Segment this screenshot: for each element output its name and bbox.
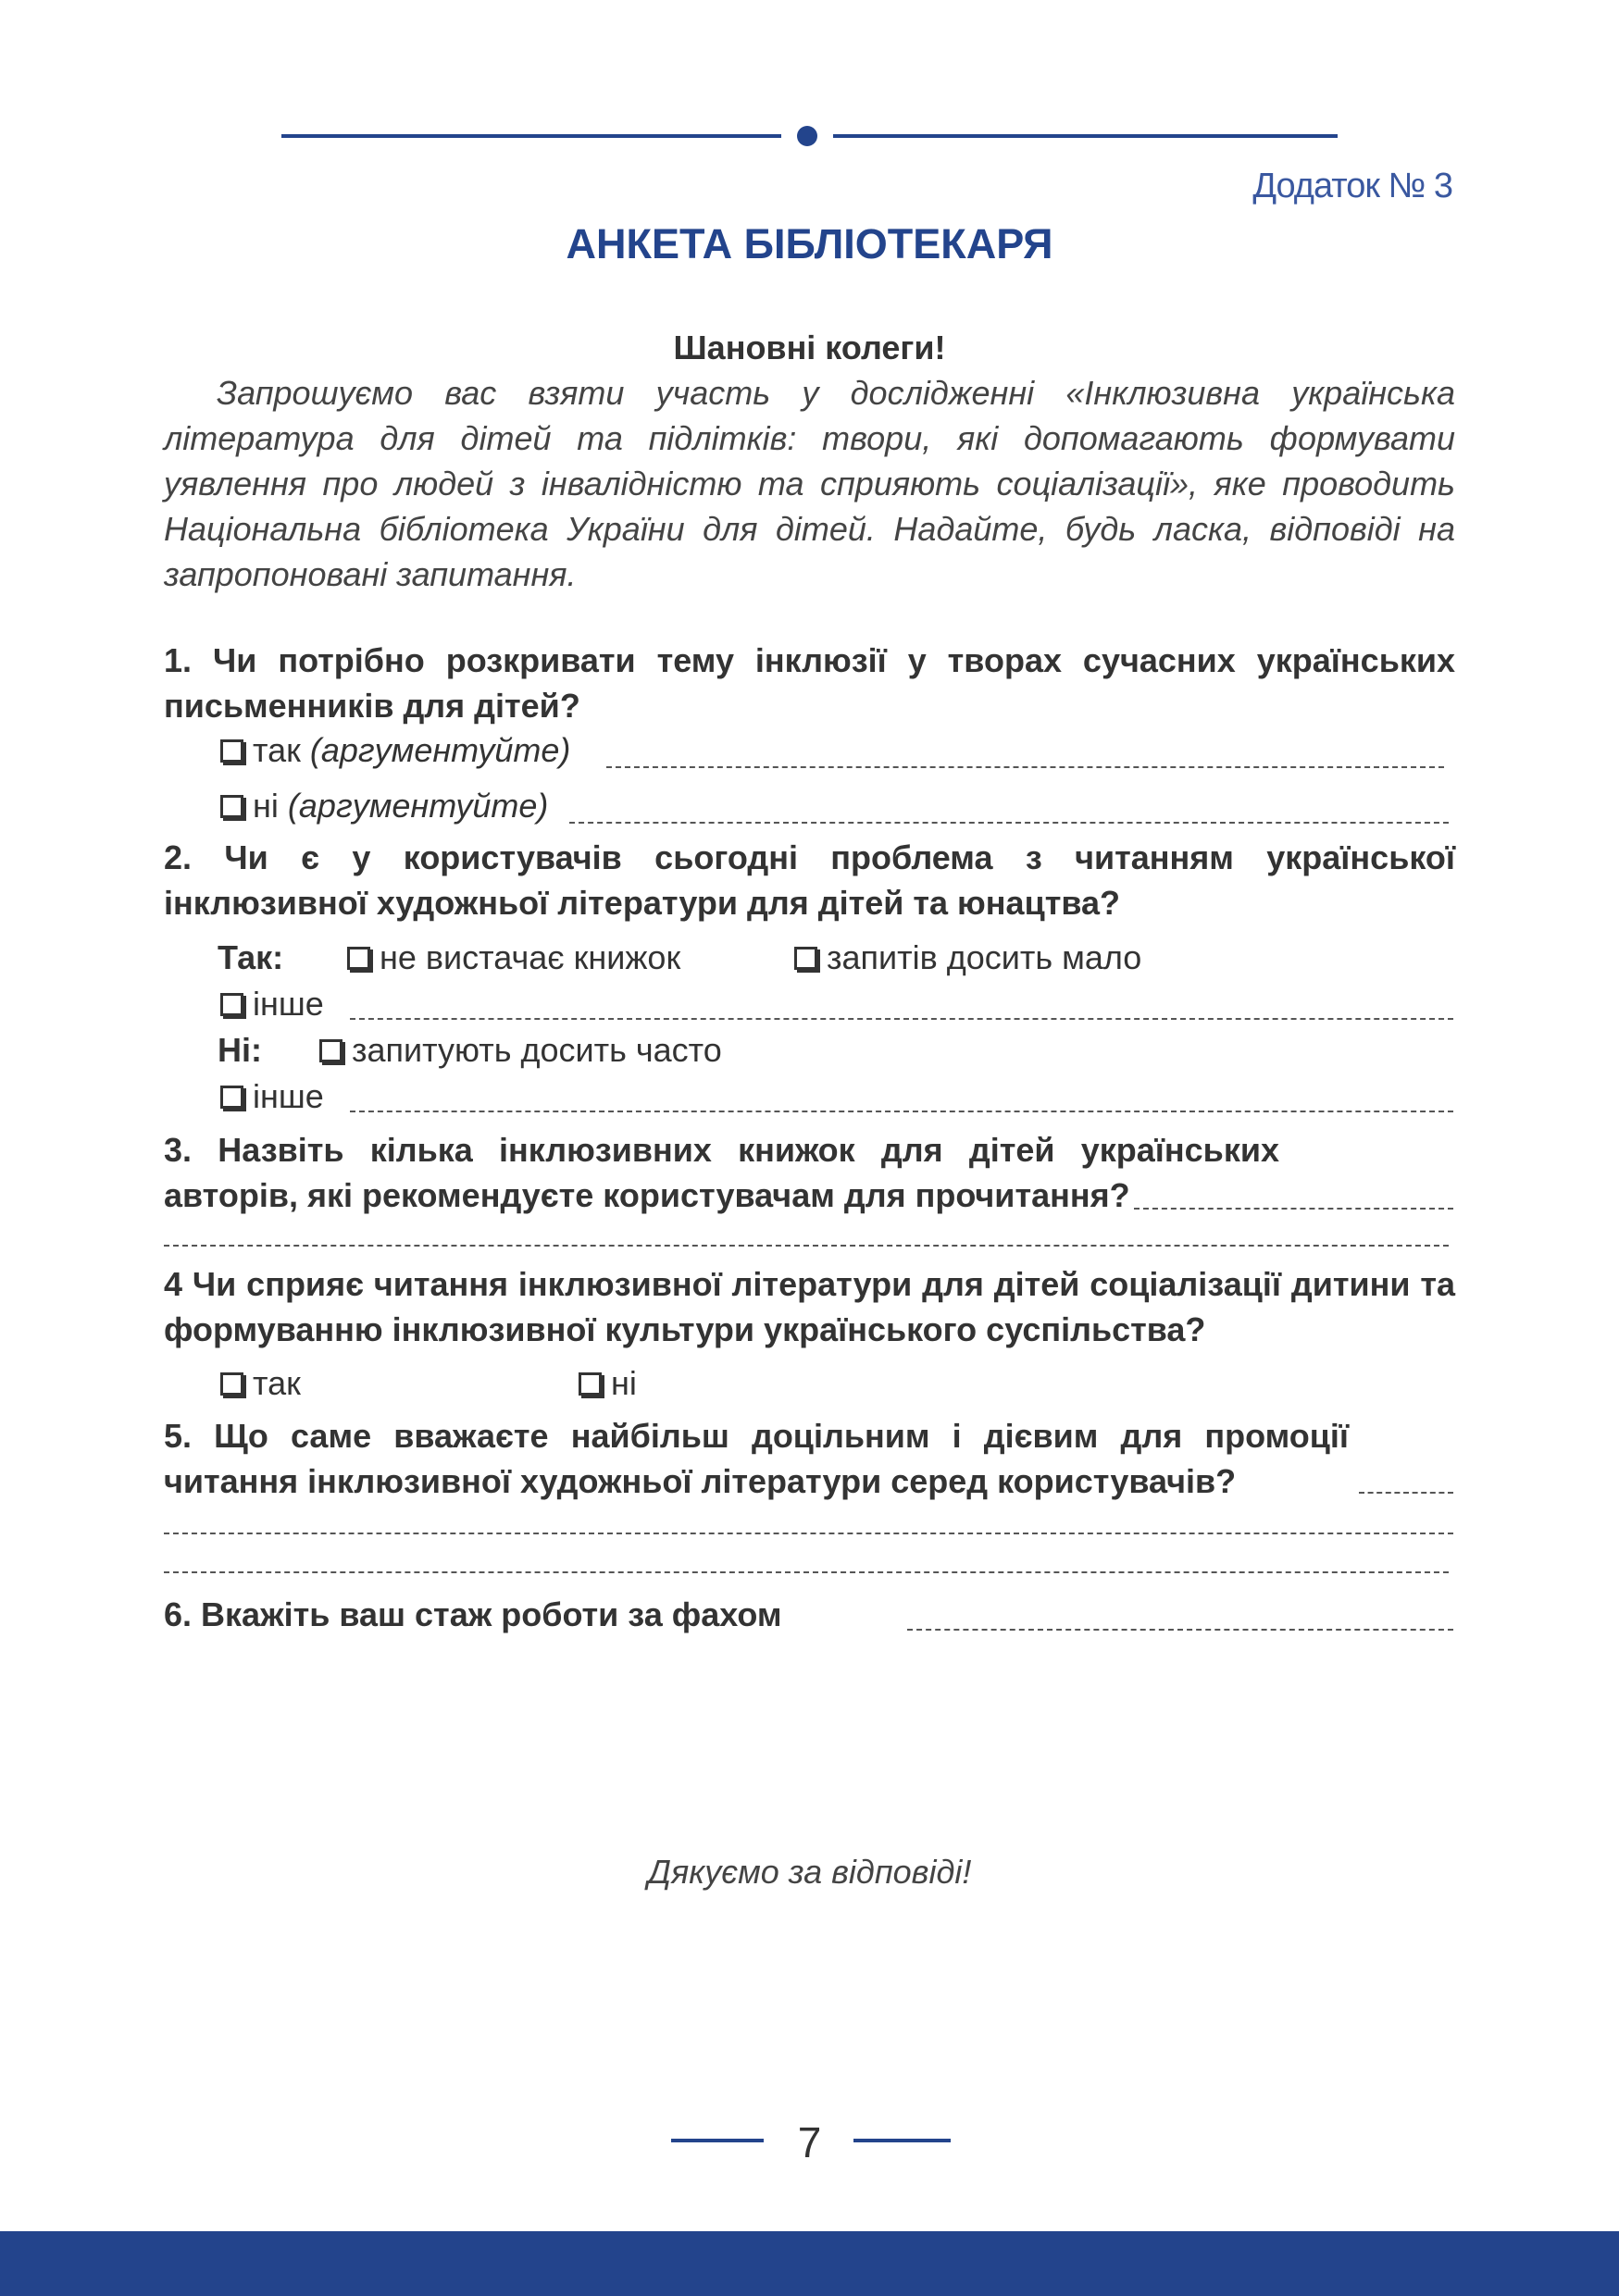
checkbox-icon[interactable]: [579, 1372, 602, 1396]
checkbox-icon[interactable]: [220, 1086, 243, 1109]
page-number: 7: [797, 2118, 822, 2166]
intro-paragraph: Запрошуємо вас взяти участь у дослідженні «Інклюзивна українська література для дітей та підлітків: твори, які допомагають формувати уявлення про людей з інвалідністю та сприяють соціалізації», яке проводить Національна бібліотека України для дітей. Надайте, будь ласка, відповіді на запропоновані запитання.: [164, 374, 1455, 593]
question-6: 6. Вкажіть ваш стаж роботи за фахом: [164, 1595, 782, 1633]
q6-answer-line[interactable]: [907, 1629, 1453, 1631]
checkbox-icon[interactable]: [347, 947, 370, 970]
question-2: 2. Чи є у користувачів сьогодні проблема з читанням української інклюзивної художньої літератури для дітей та юнацтва?: [164, 838, 1455, 922]
q1-no-label: ні: [253, 787, 279, 825]
q1-yes-argue: (аргументуйте): [309, 731, 571, 769]
q2-no-option-1-label: запитують досить часто: [352, 1031, 722, 1069]
q1-yes-label: так: [253, 731, 301, 769]
question-4: 4 Чи сприяє читання інклюзивної літератури для дітей соціалізації дитини та формуванню інклюзивної культури українського суспільства?: [164, 1265, 1455, 1348]
q3-answer-line-1[interactable]: [1134, 1208, 1453, 1210]
q2-yes-other-line[interactable]: [350, 1018, 1453, 1020]
question-1: 1. Чи потрібно розкривати тему інклюзії у творах сучасних українських письменників для дітей?: [164, 641, 1455, 725]
checkbox-icon[interactable]: [220, 993, 243, 1016]
footer-band: [0, 2231, 1619, 2296]
thanks-note: Дякуємо за відповіді!: [647, 1853, 972, 1891]
q4-yes-label: так: [253, 1364, 301, 1402]
q2-no-option-1[interactable]: [319, 1027, 722, 1073]
q2-yes-group: [218, 935, 283, 980]
q2-yes-label: Так:: [218, 938, 284, 976]
q2-yes-option-2-label: запитів досить мало: [827, 938, 1142, 976]
checkbox-icon[interactable]: [794, 947, 817, 970]
greeting: Шановні колеги!: [673, 329, 946, 366]
question-5: 5. Що саме вважаєте найбільш доцільним і дієвим для промоції читання інклюзивної художньої літератури серед користувачів?: [164, 1417, 1349, 1500]
checkbox-icon[interactable]: [220, 795, 243, 818]
q2-yes-other[interactable]: [220, 981, 324, 1026]
q2-no-other-label: інше: [253, 1077, 324, 1115]
q1-yes-answer-line[interactable]: [606, 766, 1444, 768]
q2-yes-option-1[interactable]: [347, 935, 680, 980]
q3-answer-line-2[interactable]: [164, 1245, 1449, 1247]
q5-answer-line-1[interactable]: [1359, 1492, 1453, 1494]
q4-no-label: ні: [611, 1364, 637, 1402]
page-title: АНКЕТА БІБЛІОТЕКАРЯ: [566, 220, 1053, 267]
q1-option-yes[interactable]: [220, 727, 570, 773]
page-number-rule-right: [853, 2139, 951, 2142]
header-rule-left: [281, 134, 781, 138]
q4-option-no[interactable]: [579, 1360, 637, 1406]
q5-answer-line-3[interactable]: [164, 1571, 1449, 1573]
q2-no-label: Ні:: [218, 1031, 262, 1069]
q1-no-argue: (аргументуйте): [287, 787, 549, 825]
q2-yes-option-1-label: не вистачає книжок: [380, 938, 681, 976]
checkbox-icon[interactable]: [319, 1039, 342, 1062]
q2-no-other-line[interactable]: [350, 1111, 1453, 1112]
q2-yes-option-2[interactable]: [794, 935, 1141, 980]
q4-option-yes[interactable]: [220, 1360, 301, 1406]
q1-option-no[interactable]: [220, 783, 548, 828]
header-rule-dot: [797, 126, 817, 146]
appendix-label: Додаток № 3: [1252, 167, 1452, 205]
checkbox-icon[interactable]: [220, 1372, 243, 1396]
q2-no-other[interactable]: [220, 1074, 324, 1119]
q1-no-answer-line[interactable]: [569, 822, 1449, 824]
checkbox-icon[interactable]: [220, 739, 243, 763]
q2-no-group: [218, 1027, 262, 1073]
question-3: 3. Назвіть кілька інклюзивних книжок для дітей українських авторів, які рекомендуєте користувачам для прочитання?: [164, 1131, 1279, 1214]
q5-answer-line-2[interactable]: [164, 1533, 1453, 1534]
q2-yes-other-label: інше: [253, 985, 324, 1023]
header-rule-right: [833, 134, 1338, 138]
